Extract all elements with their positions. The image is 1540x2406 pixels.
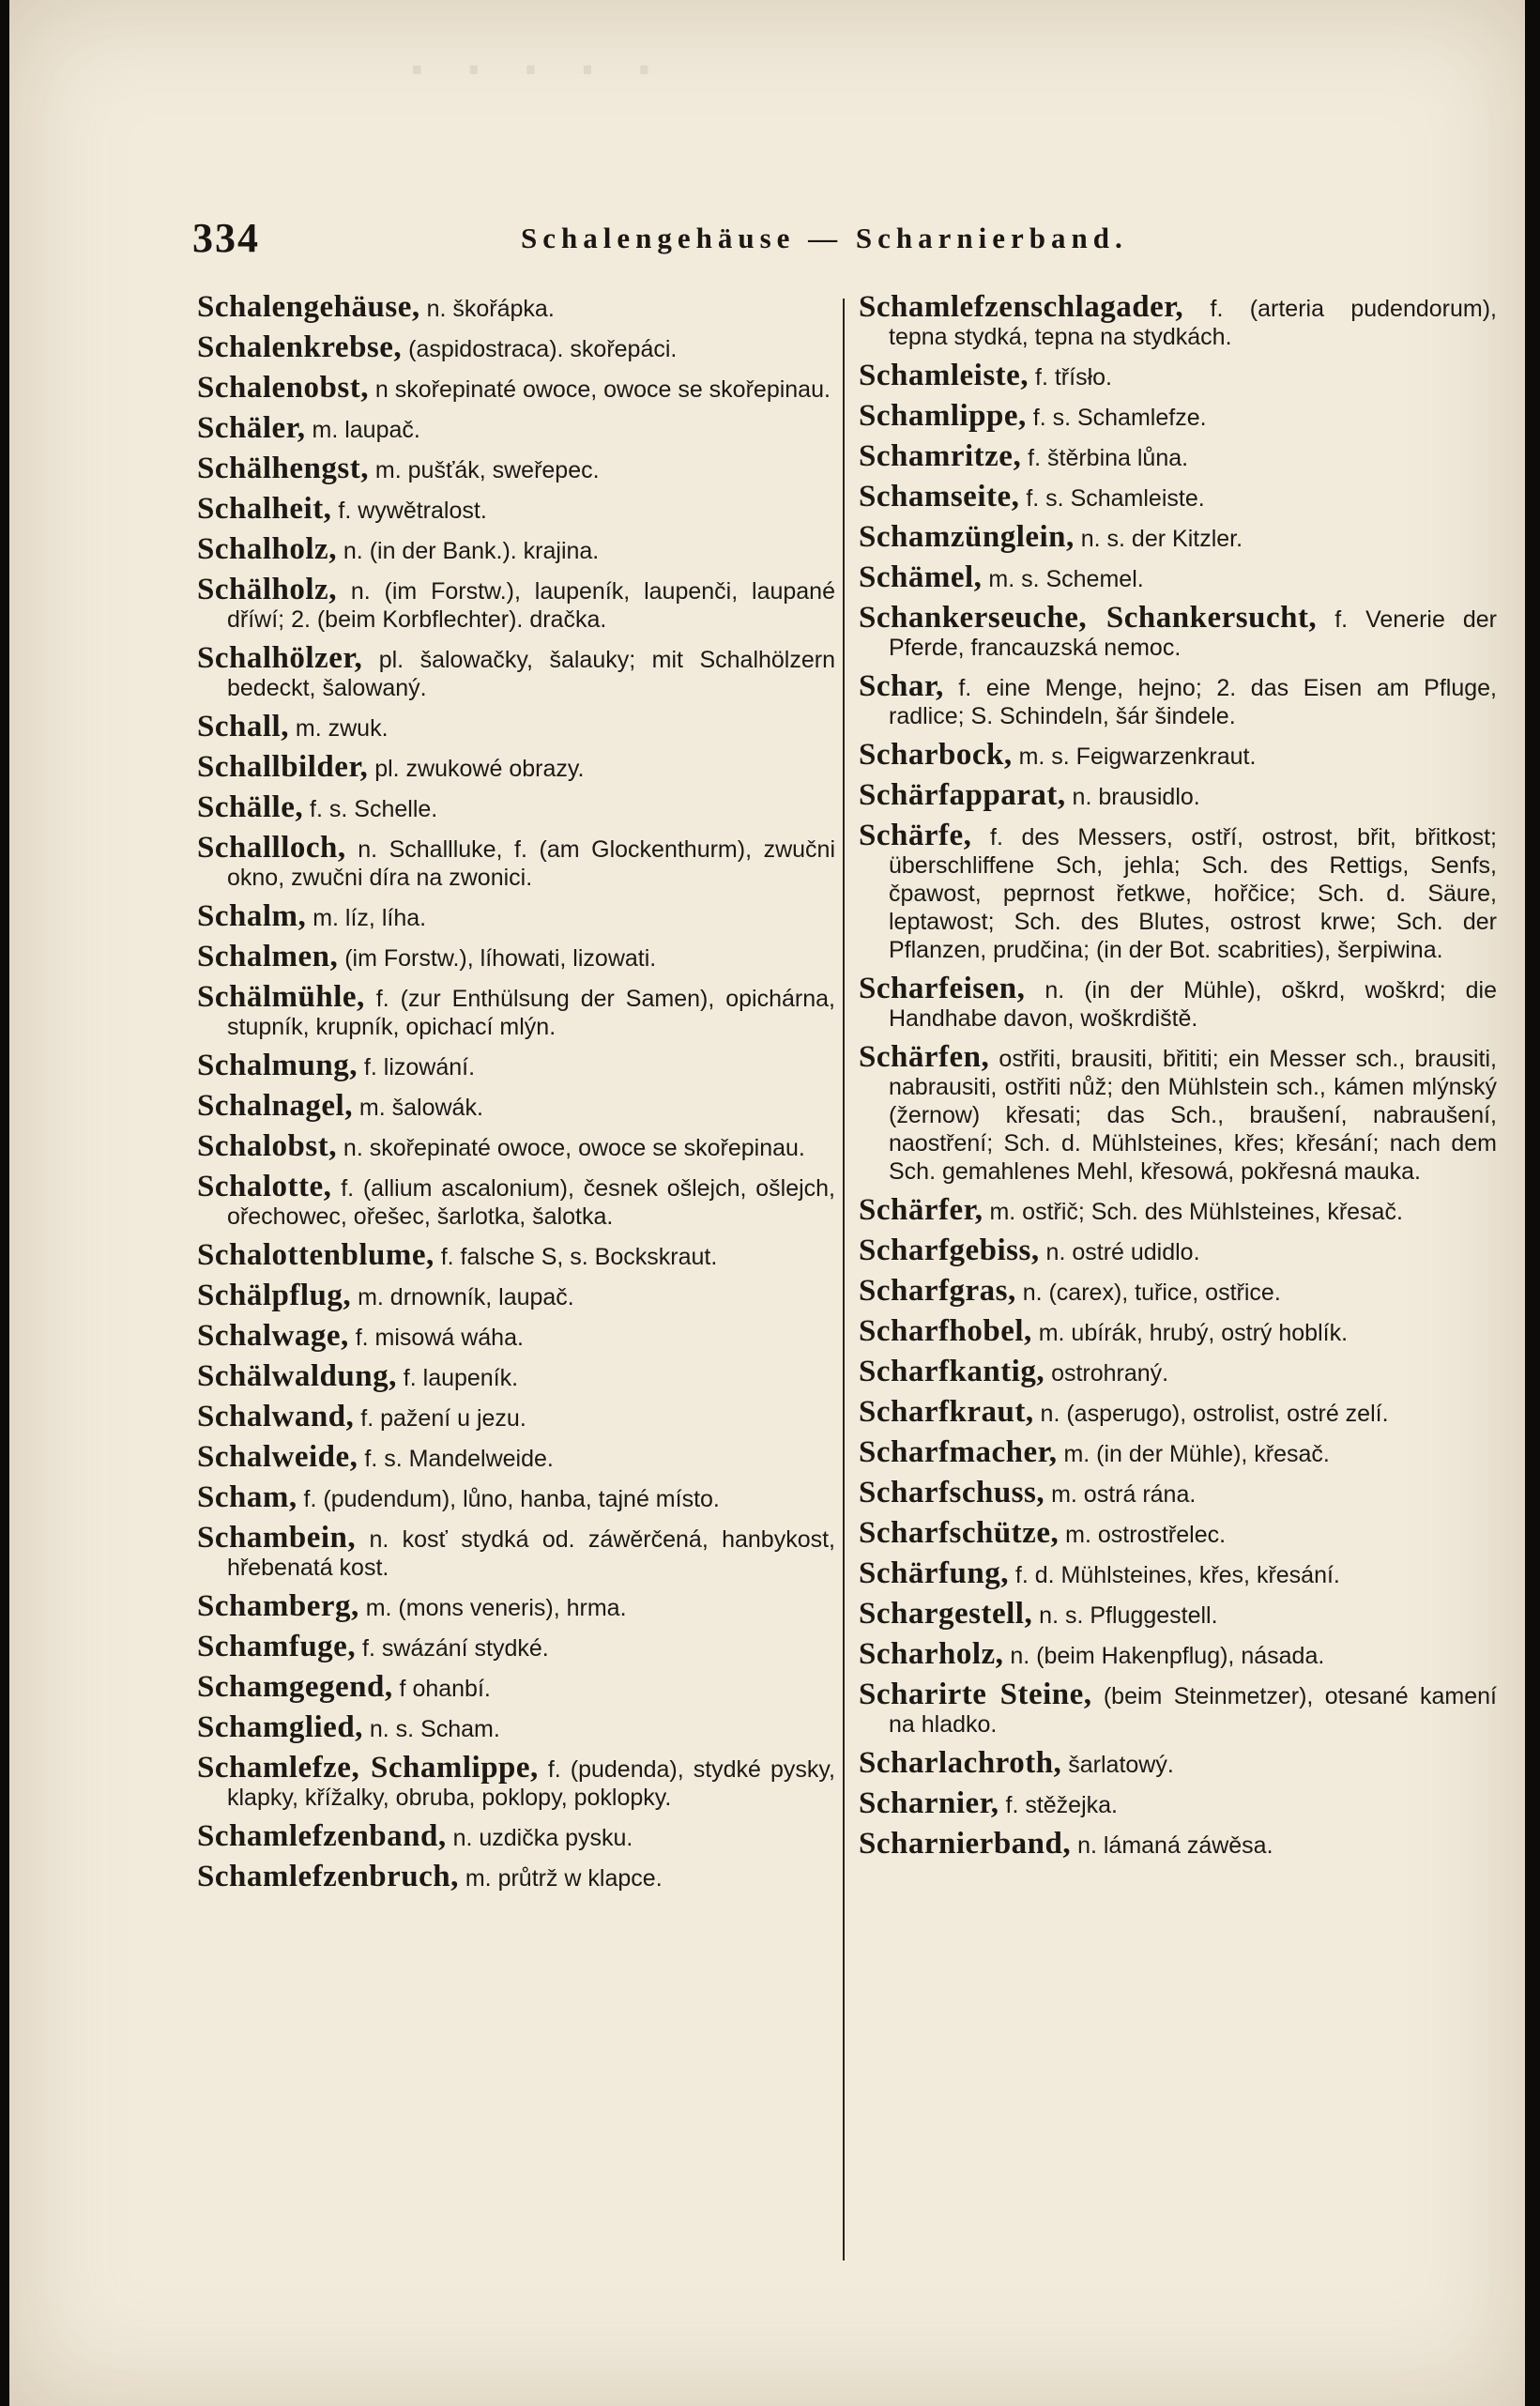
entry-headword: Schamglied,	[197, 1710, 363, 1744]
entry-definition: f. s. Schamlefze.	[1032, 405, 1207, 431]
dictionary-entry	[859, 290, 1497, 351]
entry-definition: n. kosť stydká od. záwěrčená, hanbykost, hřebenatá kost.	[227, 1526, 836, 1581]
entry-definition: f. s. Schelle.	[310, 796, 438, 822]
dictionary-entry	[197, 942, 835, 973]
entry-definition: f. třísło.	[1035, 364, 1112, 391]
entry-headword: Schälhengst,	[197, 452, 369, 485]
entry-headword: Schar,	[859, 669, 944, 703]
entry-headword: Schalwage,	[197, 1319, 349, 1353]
entry-definition: n. (im Forstw.), laupeník, laupenči, laupané dříwí; 2. (beim Korbflechter). dračka.	[227, 578, 835, 633]
entry-definition: n. (beim Hakenpflug), násada.	[1010, 1643, 1325, 1669]
entry-definition: ostřiti, brausiti, břititi; ein Messer sch., brausiti, nabrausiti, ostřiti nůž; den Mühlstein sch., kámen mlýnský (žernow) křesati; das Sch., braušení, nabraušení, naostření; Sch. d. Mühlsteines, křes; křesání; nach dem Sch. gemahlenes Mehl, křesowá, pokřesná mauka.	[889, 1046, 1497, 1185]
entry-definition: m. líz, líha.	[313, 905, 427, 931]
entry-definition: f. (zur Enthülsung der Samen), opichárna, stupník, krupník, opichací mlýn.	[227, 986, 835, 1040]
dictionary-entry	[197, 1281, 835, 1311]
entry-definition: n. (in der Mühle), oškrd, woškrd; die Handhabe davon, woškrdiště.	[889, 977, 1497, 1032]
dictionary-entry	[197, 1402, 835, 1433]
entry-headword: Schärfung,	[859, 1556, 1009, 1590]
entry-definition: f. (arteria pudendorum), tepna stydká, tepna na stydkách.	[889, 296, 1497, 350]
entry-definition: f. s. Mandelweide.	[364, 1446, 554, 1472]
dictionary-entry	[197, 1129, 835, 1163]
entry-headword: Schamlefzenschlagader,	[859, 290, 1184, 324]
entry-definition: m. ostrostřelec.	[1065, 1522, 1227, 1548]
entry-definition: f. pažení u jezu.	[360, 1405, 526, 1432]
dictionary-entry	[197, 454, 835, 484]
entry-headword: Schärfapparat,	[859, 778, 1066, 812]
left-column	[197, 290, 836, 1903]
dictionary-entry	[859, 1597, 1497, 1631]
entry-definition: (im Forstw.), líhowati, lizowati.	[344, 945, 657, 972]
dictionary-entry	[859, 1556, 1497, 1590]
entry-headword: Schall,	[197, 710, 289, 743]
entry-definition: m. zwuk.	[295, 715, 389, 742]
entry-definition: m. šalowák.	[358, 1095, 483, 1121]
entry-headword: Schalholz,	[197, 532, 337, 566]
entry-headword: Scharirte Steine,	[859, 1678, 1092, 1711]
dictionary-entry	[197, 1440, 835, 1474]
dictionary-entry	[859, 1516, 1497, 1550]
entry-definition: f. Venerie der Pferde, francauzská nemoc.	[889, 606, 1497, 661]
entry-definition: f. (pudendum), lůno, hanba, tajné místo.	[303, 1486, 720, 1512]
dictionary-entry	[859, 439, 1497, 473]
dictionary-entry	[197, 1172, 835, 1231]
entry-definition: n. (carex), tuřice, ostřice.	[1022, 1280, 1281, 1306]
entry-definition: n. s. der Kitzler.	[1080, 526, 1243, 552]
entry-definition: f. wywětralost.	[338, 498, 487, 524]
entry-headword: Schälpflug,	[197, 1279, 352, 1312]
entry-definition: (aspidostraca). skořepáci.	[408, 336, 678, 362]
entry-headword: Schallbilder,	[197, 750, 369, 784]
entry-definition: m. s. Schemel.	[988, 566, 1144, 592]
entry-definition: n. brausidlo.	[1072, 784, 1200, 810]
dictionary-entry	[859, 480, 1497, 513]
entry-definition: f. des Messers, ostří, ostrost, břit, břitkost; überschliffene Sch, jehla; Sch. des Rettigs, Senfs, čpawost, peprnost řetkwe, hořčice; Sch. d. Säure, leptawost; Sch. des Blutes, ostrost krwe; Sch. der Pflanzen, prudčina; (in der Bot. scabrities), šerpiwina.	[889, 824, 1497, 963]
entry-definition: n. lámaná záwěsa.	[1077, 1832, 1273, 1859]
entry-headword: Schargestell,	[859, 1597, 1033, 1631]
dictionary-entry	[197, 371, 835, 405]
entry-headword: Schalnagel,	[197, 1089, 353, 1123]
entry-definition: n skořepinaté owoce, owoce se skořepinau.	[374, 376, 831, 403]
dictionary-entry	[197, 1819, 835, 1853]
entry-definition: m. (mons veneris), hrma.	[365, 1595, 627, 1621]
entry-definition: f. (allium ascalonium), česnek ošlejch, ošlejch, ořechowec, ořešec, šarlotka, šalotka.	[227, 1175, 835, 1230]
dictionary-entry	[859, 738, 1497, 772]
entry-definition: ostrohraný.	[1051, 1360, 1169, 1387]
entry-headword: Schalhölzer,	[197, 641, 363, 675]
entry-definition: m. drnowník, laupač.	[358, 1284, 574, 1310]
dictionary-entry	[859, 1746, 1497, 1780]
dictionary-entry	[859, 1314, 1497, 1348]
entry-headword: Schämel,	[859, 560, 983, 594]
dictionary-entry	[197, 1521, 836, 1582]
entry-headword: Schamlefzenbruch,	[197, 1860, 459, 1893]
entry-definition: m. ubírák, hrubý, ostrý hoblík.	[1038, 1320, 1349, 1346]
dictionary-entry	[197, 1710, 835, 1744]
entry-headword: Scharholz,	[859, 1637, 1004, 1671]
entry-headword: Schamseite,	[859, 480, 1020, 513]
entry-headword: Schalobst,	[197, 1129, 337, 1163]
entry-headword: Schärfen,	[859, 1040, 990, 1074]
entry-definition: n. (in der Bank.). krajina.	[343, 538, 600, 564]
dictionary-entry	[197, 1589, 835, 1623]
entry-definition: n. uzdička pysku.	[452, 1825, 633, 1851]
entry-headword: Scharfmacher,	[859, 1435, 1058, 1469]
entry-headword: Schälmühle,	[197, 980, 365, 1014]
entry-headword: Schamlefze, Schamlippe,	[197, 1751, 539, 1785]
entry-definition: pl. zwukowé obrazy.	[374, 756, 585, 782]
dictionary-entry	[197, 831, 835, 892]
dictionary-entry	[197, 641, 835, 702]
dictionary-entry	[197, 532, 835, 566]
column-divider	[843, 299, 845, 2260]
dictionary-entry	[859, 1476, 1497, 1509]
dictionary-entry	[197, 1480, 835, 1514]
entry-definition: f ohanbí.	[399, 1676, 491, 1702]
dictionary-entry	[859, 601, 1497, 662]
dictionary-entry	[859, 560, 1497, 594]
entry-definition: (beim Steinmetzer), otesané kamení na hladko.	[889, 1683, 1497, 1738]
dictionary-entry	[859, 1274, 1497, 1308]
entry-headword: Schälholz,	[197, 573, 337, 606]
dictionary-entry	[859, 778, 1497, 812]
entry-headword: Schamfuge,	[197, 1630, 357, 1663]
entry-definition: f. s. Schamleiste.	[1026, 485, 1205, 512]
dictionary-entry	[197, 290, 835, 324]
entry-headword: Scharfschütze,	[859, 1516, 1060, 1550]
entry-definition: f. (pudenda), stydké pysky, klapky, křížalky, obruba, poklopy, poklopky.	[227, 1756, 835, 1811]
dictionary-entry	[859, 1786, 1497, 1820]
page-header	[192, 214, 1234, 261]
bleed-through-text: · · · · ·	[404, 20, 662, 110]
dictionary-entry	[197, 1862, 835, 1893]
entry-headword: Scharfkantig,	[859, 1355, 1045, 1388]
dictionary-entry	[197, 1751, 835, 1812]
entry-headword: Schamberg,	[197, 1589, 359, 1623]
entry-headword: Schamleiste,	[859, 359, 1029, 392]
dictionary-entry	[859, 1395, 1497, 1429]
entry-headword: Schambein,	[197, 1521, 357, 1555]
dictionary-entry	[197, 575, 835, 634]
entry-headword: Schälwaldung,	[197, 1359, 397, 1393]
dictionary-entry	[859, 399, 1497, 433]
entry-definition: m. ostrá rána.	[1051, 1481, 1197, 1508]
entry-definition: n. ostré udidlo.	[1045, 1239, 1200, 1265]
running-title: Schalengehäuse — Scharnierband.	[521, 222, 1128, 254]
entry-definition: m. ostřič; Sch. des Mühlsteines, křesač.	[989, 1199, 1403, 1225]
entry-headword: Scharfgebiss,	[859, 1234, 1040, 1267]
entry-definition: m. průtrž w klapce.	[465, 1865, 663, 1892]
entry-definition: f. d. Mühlsteines, křes, křesání.	[1014, 1562, 1340, 1588]
entry-headword: Scharfhobel,	[859, 1314, 1032, 1348]
entry-definition: m. laupač.	[312, 417, 420, 443]
dictionary-entry	[859, 361, 1497, 391]
dictionary-entry	[197, 980, 835, 1041]
entry-headword: Schalweide,	[197, 1440, 358, 1474]
dictionary-entry	[859, 821, 1497, 964]
dictionary-entry	[859, 669, 1497, 730]
entry-definition: f. falsche S, s. Bockskraut.	[440, 1244, 718, 1270]
entry-definition: pl. šalowačky, šalauky; mit Schalhölzern bedeckt, šalowaný.	[227, 647, 835, 701]
entry-headword: Schälle,	[197, 790, 304, 824]
dictionary-entry	[197, 1359, 835, 1393]
entry-headword: Schalenkrebse,	[197, 330, 403, 364]
dictionary-entry	[859, 1040, 1497, 1186]
entry-headword: Schamlefzenband,	[197, 1819, 447, 1853]
dictionary-entry	[197, 710, 835, 743]
entry-headword: Schalm,	[197, 899, 307, 933]
dictionary-entry	[197, 1319, 835, 1353]
entry-definition: n. s. Scham.	[369, 1716, 500, 1742]
entry-headword: Schamzünglein,	[859, 520, 1075, 554]
dictionary-entry	[197, 1238, 835, 1272]
entry-headword: Scharnier,	[859, 1786, 999, 1820]
entry-headword: Scharnierband,	[859, 1827, 1072, 1861]
dictionary-entry	[197, 1670, 835, 1704]
entry-definition: f. misowá wáha.	[355, 1325, 524, 1351]
entry-headword: Schalheit,	[197, 492, 332, 526]
entry-headword: Scharfschuss,	[859, 1476, 1045, 1509]
entry-definition: n. (asperugo), ostrolist, ostré zelí.	[1040, 1401, 1389, 1427]
entry-headword: Scharfeisen,	[859, 972, 1026, 1005]
dictionary-entry	[859, 1435, 1497, 1469]
dictionary-entry	[197, 492, 835, 526]
entry-definition: f. swázání stydké.	[362, 1635, 549, 1662]
entry-headword: Schamlippe,	[859, 399, 1027, 433]
dictionary-entry	[859, 1193, 1497, 1227]
dictionary-entry	[859, 974, 1497, 1033]
dictionary-entry	[197, 790, 835, 824]
dictionary-entry	[197, 1632, 835, 1663]
entry-headword: Schallloch,	[197, 831, 346, 865]
entry-definition: n. Schallluke, f. (am Glockenthurm), zwučni okno, zwučni díra na zwonici.	[227, 836, 835, 891]
dictionary-entry	[197, 1089, 835, 1123]
page-number: 334	[192, 215, 260, 261]
entry-headword: Schalottenblume,	[197, 1238, 435, 1272]
dictionary-page	[9, 0, 1525, 2406]
dictionary-entry	[859, 1357, 1497, 1387]
entry-definition: f. stěžejka.	[1005, 1792, 1118, 1818]
entry-headword: Schalengehäuse,	[197, 290, 420, 324]
dictionary-entry	[197, 411, 835, 445]
entry-headword: Schamgegend,	[197, 1670, 393, 1704]
entry-headword: Schalwand,	[197, 1400, 355, 1433]
entry-definition: f. lizowání.	[363, 1054, 476, 1080]
entry-definition: m. s. Feigwarzenkraut.	[1018, 743, 1257, 770]
dictionary-entry	[197, 1051, 835, 1081]
entry-definition: m. pušťák, sweřepec.	[374, 457, 600, 483]
entry-headword: Schamritze,	[859, 439, 1022, 473]
entry-definition: n. s. Pfluggestell.	[1039, 1602, 1218, 1629]
dictionary-entry	[859, 1827, 1497, 1861]
dictionary-entry	[197, 330, 835, 364]
entry-headword: Schalotte,	[197, 1170, 332, 1203]
entry-definition: šarlatowý.	[1068, 1752, 1174, 1778]
entry-definition: f. eine Menge, hejno; 2. das Eisen am Pfluge, radlice; S. Schindeln, šár šindele.	[889, 675, 1497, 729]
entry-headword: Scharbock,	[859, 738, 1013, 772]
entry-headword: Scharfgras,	[859, 1274, 1016, 1308]
entry-definition: m. (in der Mühle), křesač.	[1063, 1441, 1330, 1467]
entry-headword: Schankerseuche, Schankersucht,	[859, 601, 1318, 635]
entry-headword: Schalenobst,	[197, 371, 369, 405]
entry-definition: n. skořepinaté owoce, owoce se skořepinau.	[343, 1135, 805, 1161]
dictionary-entry	[859, 1637, 1497, 1671]
dictionary-entry	[859, 520, 1497, 554]
dictionary-entry	[859, 1680, 1497, 1739]
entry-headword: Schärfe,	[859, 819, 972, 852]
entry-headword: Schärfer,	[859, 1193, 983, 1227]
dictionary-entry	[197, 899, 835, 933]
entry-headword: Scharfkraut,	[859, 1395, 1034, 1429]
right-column	[859, 290, 1497, 1870]
entry-headword: Scharlachroth,	[859, 1746, 1062, 1780]
entry-definition: f. štěrbina lůna.	[1028, 445, 1189, 471]
entry-headword: Schäler,	[197, 411, 306, 445]
dictionary-entry	[859, 1236, 1497, 1266]
entry-definition: n. škořápka.	[426, 296, 555, 322]
entry-headword: Scham,	[197, 1480, 297, 1514]
entry-headword: Schalmung,	[197, 1049, 358, 1082]
entry-headword: Schalmen,	[197, 940, 339, 973]
dictionary-entry	[197, 750, 835, 784]
entry-definition: f. laupeník.	[403, 1365, 519, 1391]
